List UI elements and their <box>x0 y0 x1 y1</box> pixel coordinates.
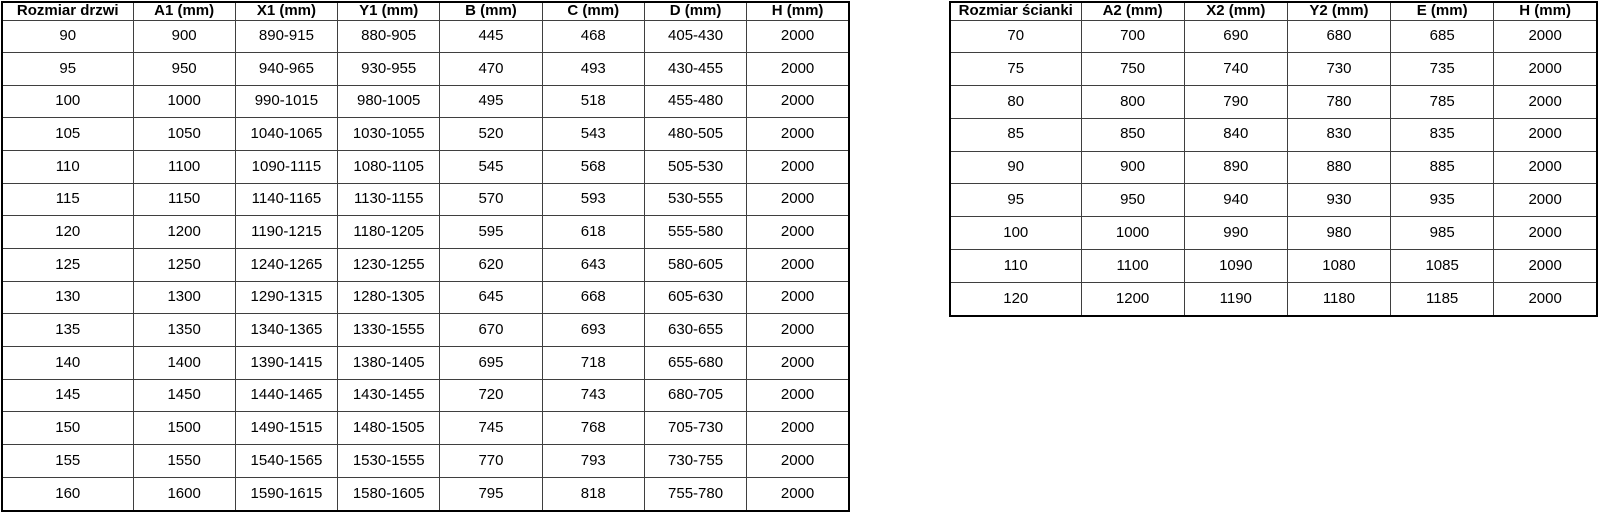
table-cell: 1230-1255 <box>338 249 440 282</box>
table-cell: 80 <box>950 86 1081 119</box>
table-cell: 1290-1315 <box>235 281 337 314</box>
table-cell: 695 <box>440 347 542 380</box>
table-cell: 545 <box>440 151 542 184</box>
table-cell: 1490-1515 <box>235 412 337 445</box>
table-cell: 890-915 <box>235 20 337 53</box>
table-cell: 885 <box>1391 151 1494 184</box>
table-cell: 90 <box>950 151 1081 184</box>
table-cell: 2000 <box>747 249 849 282</box>
column-header: X2 (mm) <box>1184 2 1287 20</box>
table-cell: 830 <box>1287 118 1390 151</box>
table-cell: 900 <box>1081 151 1184 184</box>
table-cell: 470 <box>440 53 542 86</box>
table-cell: 160 <box>2 477 133 511</box>
table-cell: 70 <box>950 20 1081 53</box>
table-cell: 1180-1205 <box>338 216 440 249</box>
table-cell: 700 <box>1081 20 1184 53</box>
table-cell: 1550 <box>133 445 235 478</box>
table-cell: 750 <box>1081 53 1184 86</box>
table-cell: 480-505 <box>644 118 746 151</box>
table-cell: 880-905 <box>338 20 440 53</box>
table-row <box>2 412 849 445</box>
wall-table-header-row <box>950 2 1597 20</box>
table-cell: 2000 <box>747 347 849 380</box>
table-cell: 980 <box>1287 217 1390 250</box>
table-cell: 745 <box>440 412 542 445</box>
table-row <box>950 86 1597 119</box>
table-cell: 2000 <box>1494 118 1597 151</box>
table-cell: 1190-1215 <box>235 216 337 249</box>
table-cell: 985 <box>1391 217 1494 250</box>
table-cell: 1480-1505 <box>338 412 440 445</box>
table-cell: 1390-1415 <box>235 347 337 380</box>
column-header: X1 (mm) <box>235 2 337 20</box>
column-header: H (mm) <box>747 2 849 20</box>
table-cell: 2000 <box>747 151 849 184</box>
column-header: H (mm) <box>1494 2 1597 20</box>
table-cell: 735 <box>1391 53 1494 86</box>
table-cell: 2000 <box>747 412 849 445</box>
table-cell: 2000 <box>1494 184 1597 217</box>
table-cell: 1090 <box>1184 249 1287 282</box>
table-cell: 720 <box>440 379 542 412</box>
table-cell: 555-580 <box>644 216 746 249</box>
table-cell: 1140-1165 <box>235 183 337 216</box>
table-cell: 755-780 <box>644 477 746 511</box>
table-cell: 1340-1365 <box>235 314 337 347</box>
table-cell: 990 <box>1184 217 1287 250</box>
table-cell: 705-730 <box>644 412 746 445</box>
table-cell: 1280-1305 <box>338 281 440 314</box>
table-cell: 1150 <box>133 183 235 216</box>
table-cell: 743 <box>542 379 644 412</box>
table-cell: 145 <box>2 379 133 412</box>
table-cell: 850 <box>1081 118 1184 151</box>
table-cell: 85 <box>950 118 1081 151</box>
table-cell: 2000 <box>1494 151 1597 184</box>
table-cell: 890 <box>1184 151 1287 184</box>
table-cell: 518 <box>542 85 644 118</box>
table-cell: 780 <box>1287 86 1390 119</box>
table-row <box>950 20 1597 53</box>
table-row <box>2 183 849 216</box>
table-cell: 1300 <box>133 281 235 314</box>
table-cell: 570 <box>440 183 542 216</box>
table-cell: 880 <box>1287 151 1390 184</box>
table-cell: 2000 <box>747 183 849 216</box>
table-cell: 445 <box>440 20 542 53</box>
table-cell: 110 <box>950 249 1081 282</box>
table-cell: 1200 <box>133 216 235 249</box>
table-cell: 1500 <box>133 412 235 445</box>
table-row <box>950 53 1597 86</box>
table-cell: 2000 <box>1494 282 1597 316</box>
table-cell: 1380-1405 <box>338 347 440 380</box>
door-size-table <box>1 1 850 512</box>
column-header: E (mm) <box>1391 2 1494 20</box>
table-cell: 693 <box>542 314 644 347</box>
table-cell: 930 <box>1287 184 1390 217</box>
table-cell: 2000 <box>1494 217 1597 250</box>
table-cell: 2000 <box>747 477 849 511</box>
table-cell: 140 <box>2 347 133 380</box>
table-cell: 115 <box>2 183 133 216</box>
table-cell: 595 <box>440 216 542 249</box>
table-cell: 593 <box>542 183 644 216</box>
table-cell: 940-965 <box>235 53 337 86</box>
table-cell: 655-680 <box>644 347 746 380</box>
table-cell: 1100 <box>133 151 235 184</box>
table-cell: 120 <box>950 282 1081 316</box>
door-table-header-row <box>2 2 849 20</box>
table-cell: 718 <box>542 347 644 380</box>
table-cell: 785 <box>1391 86 1494 119</box>
table-cell: 680 <box>1287 20 1390 53</box>
table-cell: 1330-1555 <box>338 314 440 347</box>
table-cell: 1080 <box>1287 249 1390 282</box>
table-cell: 668 <box>542 281 644 314</box>
table-cell: 520 <box>440 118 542 151</box>
table-cell: 950 <box>133 53 235 86</box>
table-cell: 110 <box>2 151 133 184</box>
table-cell: 620 <box>440 249 542 282</box>
table-cell: 100 <box>950 217 1081 250</box>
column-header: A2 (mm) <box>1081 2 1184 20</box>
table-row <box>2 477 849 511</box>
table-cell: 1580-1605 <box>338 477 440 511</box>
column-header: Rozmiar drzwi <box>2 2 133 20</box>
table-cell: 1100 <box>1081 249 1184 282</box>
table-cell: 1040-1065 <box>235 118 337 151</box>
table-cell: 605-630 <box>644 281 746 314</box>
table-cell: 630-655 <box>644 314 746 347</box>
table-cell: 135 <box>2 314 133 347</box>
table-cell: 740 <box>1184 53 1287 86</box>
table-cell: 690 <box>1184 20 1287 53</box>
table-cell: 950 <box>1081 184 1184 217</box>
table-cell: 100 <box>2 85 133 118</box>
table-row <box>2 249 849 282</box>
table-cell: 95 <box>950 184 1081 217</box>
column-header: C (mm) <box>542 2 644 20</box>
table-cell: 645 <box>440 281 542 314</box>
table-cell: 2000 <box>747 20 849 53</box>
table-cell: 430-455 <box>644 53 746 86</box>
table-cell: 940 <box>1184 184 1287 217</box>
table-cell: 2000 <box>747 53 849 86</box>
table-cell: 2000 <box>747 216 849 249</box>
column-header: Y2 (mm) <box>1287 2 1390 20</box>
table-row <box>2 53 849 86</box>
table-cell: 2000 <box>1494 20 1597 53</box>
table-row <box>2 20 849 53</box>
table-cell: 2000 <box>1494 86 1597 119</box>
column-header: D (mm) <box>644 2 746 20</box>
table-cell: 800 <box>1081 86 1184 119</box>
table-cell: 530-555 <box>644 183 746 216</box>
table-cell: 835 <box>1391 118 1494 151</box>
table-cell: 1250 <box>133 249 235 282</box>
table-cell: 1600 <box>133 477 235 511</box>
table-row <box>2 347 849 380</box>
table-cell: 990-1015 <box>235 85 337 118</box>
table-cell: 75 <box>950 53 1081 86</box>
table-cell: 730 <box>1287 53 1390 86</box>
table-cell: 1540-1565 <box>235 445 337 478</box>
table-cell: 680-705 <box>644 379 746 412</box>
table-cell: 1430-1455 <box>338 379 440 412</box>
table-cell: 1400 <box>133 347 235 380</box>
table-row <box>2 445 849 478</box>
table-cell: 2000 <box>747 445 849 478</box>
table-cell: 1030-1055 <box>338 118 440 151</box>
table-cell: 1185 <box>1391 282 1494 316</box>
table-cell: 90 <box>2 20 133 53</box>
table-cell: 2000 <box>747 314 849 347</box>
table-cell: 2000 <box>1494 249 1597 282</box>
table-cell: 155 <box>2 445 133 478</box>
table-cell: 840 <box>1184 118 1287 151</box>
table-cell: 900 <box>133 20 235 53</box>
table-cell: 770 <box>440 445 542 478</box>
wall-size-table <box>949 1 1598 317</box>
table-row <box>950 118 1597 151</box>
table-cell: 1530-1555 <box>338 445 440 478</box>
table-row <box>950 282 1597 316</box>
table-cell: 1000 <box>1081 217 1184 250</box>
table-cell: 150 <box>2 412 133 445</box>
table-cell: 495 <box>440 85 542 118</box>
table-cell: 818 <box>542 477 644 511</box>
table-row <box>950 217 1597 250</box>
table-cell: 768 <box>542 412 644 445</box>
table-cell: 730-755 <box>644 445 746 478</box>
table-cell: 1180 <box>1287 282 1390 316</box>
table-cell: 493 <box>542 53 644 86</box>
table-cell: 2000 <box>747 118 849 151</box>
table-row <box>950 249 1597 282</box>
table-cell: 618 <box>542 216 644 249</box>
table-row <box>950 184 1597 217</box>
table-cell: 405-430 <box>644 20 746 53</box>
table-cell: 568 <box>542 151 644 184</box>
table-cell: 685 <box>1391 20 1494 53</box>
table-row <box>2 314 849 347</box>
table-cell: 643 <box>542 249 644 282</box>
table-cell: 505-530 <box>644 151 746 184</box>
table-cell: 1450 <box>133 379 235 412</box>
table-cell: 1440-1465 <box>235 379 337 412</box>
table-cell: 1130-1155 <box>338 183 440 216</box>
table-row <box>2 281 849 314</box>
table-cell: 935 <box>1391 184 1494 217</box>
table-cell: 2000 <box>747 379 849 412</box>
table-cell: 1050 <box>133 118 235 151</box>
table-cell: 1090-1115 <box>235 151 337 184</box>
table-row <box>2 118 849 151</box>
table-cell: 1350 <box>133 314 235 347</box>
table-cell: 1590-1615 <box>235 477 337 511</box>
table-cell: 130 <box>2 281 133 314</box>
column-header: Rozmiar ścianki <box>950 2 1081 20</box>
table-cell: 1085 <box>1391 249 1494 282</box>
table-row <box>2 216 849 249</box>
table-cell: 455-480 <box>644 85 746 118</box>
column-header: B (mm) <box>440 2 542 20</box>
table-cell: 543 <box>542 118 644 151</box>
table-cell: 1200 <box>1081 282 1184 316</box>
table-cell: 1240-1265 <box>235 249 337 282</box>
table-cell: 2000 <box>747 281 849 314</box>
table-cell: 790 <box>1184 86 1287 119</box>
table-cell: 105 <box>2 118 133 151</box>
table-cell: 95 <box>2 53 133 86</box>
table-cell: 670 <box>440 314 542 347</box>
table-cell: 1080-1105 <box>338 151 440 184</box>
table-row <box>2 151 849 184</box>
table-cell: 2000 <box>1494 53 1597 86</box>
table-cell: 930-955 <box>338 53 440 86</box>
table-cell: 1000 <box>133 85 235 118</box>
column-header: Y1 (mm) <box>338 2 440 20</box>
table-row <box>2 379 849 412</box>
table-cell: 1190 <box>1184 282 1287 316</box>
table-cell: 795 <box>440 477 542 511</box>
table-row <box>950 151 1597 184</box>
table-cell: 120 <box>2 216 133 249</box>
table-cell: 580-605 <box>644 249 746 282</box>
table-cell: 468 <box>542 20 644 53</box>
table-cell: 125 <box>2 249 133 282</box>
table-cell: 980-1005 <box>338 85 440 118</box>
column-header: A1 (mm) <box>133 2 235 20</box>
table-cell: 2000 <box>747 85 849 118</box>
table-row <box>2 85 849 118</box>
table-cell: 793 <box>542 445 644 478</box>
